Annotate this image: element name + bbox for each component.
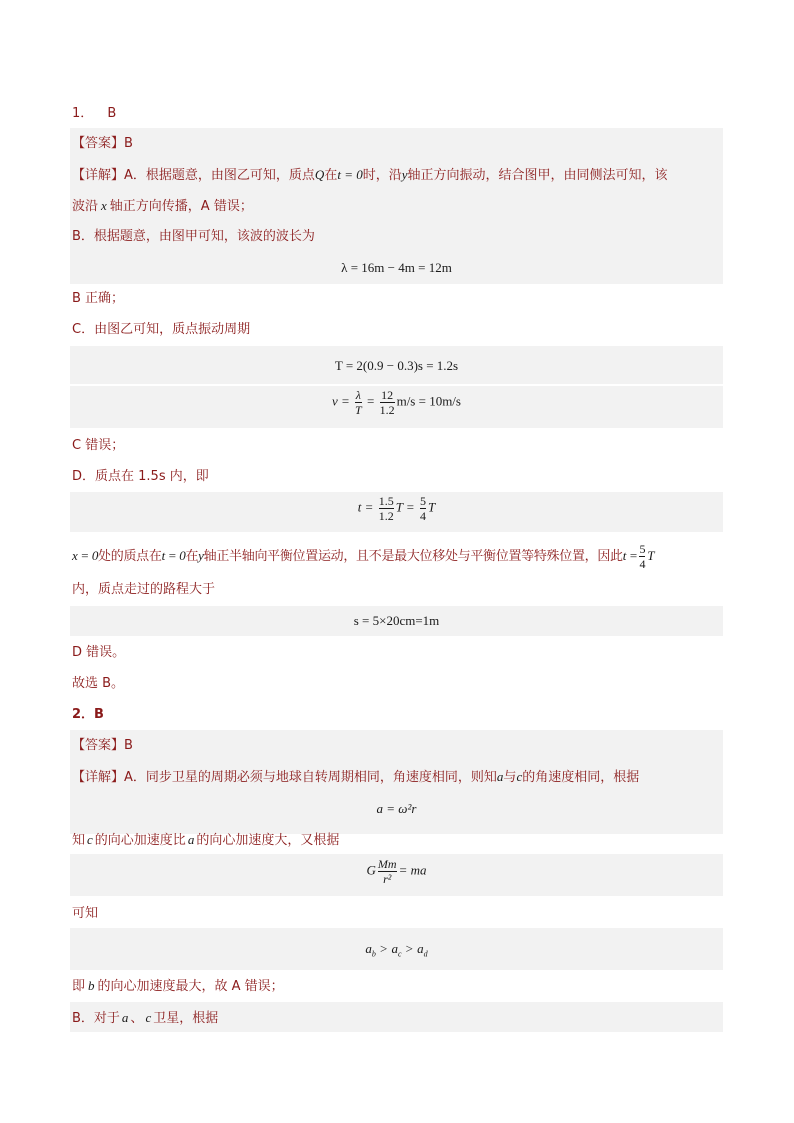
symbol-a: a (496, 769, 504, 784)
q1-c-result: C 错误； (72, 438, 125, 453)
q1-b-line: B．根据题意，由图甲可知，该波的波长为 (72, 229, 315, 244)
text: 与 (503, 770, 517, 785)
q2-result-line (72, 976, 284, 997)
q1-d-long-line (72, 542, 654, 571)
text: T (427, 499, 436, 515)
fraction (378, 857, 397, 886)
symbol-T: T (647, 548, 655, 563)
q1-c-formula1: T = 2(0.9 − 0.3)s = 1.2s (334, 358, 459, 373)
numerator: 5 (639, 542, 646, 556)
symbol-b: b (88, 978, 95, 993)
subscript-d: d (423, 949, 428, 959)
text: 、 (130, 1011, 144, 1026)
denominator: T (355, 403, 362, 417)
numerator: 1.5 (378, 494, 394, 508)
symbol-c: c (145, 1010, 152, 1025)
q1-number: 1． (72, 106, 94, 121)
q1-c-formula2 (70, 388, 723, 417)
text: 的向心加速度最大，故 A 错误； (97, 979, 284, 994)
q1-answer-head: B (107, 106, 117, 121)
q1-detail-a-line1 (72, 165, 668, 186)
q1-detail-a-line2 (72, 196, 253, 217)
q1-d-line: D．质点在 1.5s 内，即 (72, 469, 209, 484)
symbol-c: c (87, 832, 93, 847)
symbol-Q: Q (314, 167, 325, 182)
detail-tag: 【详解】 (72, 168, 125, 183)
symbol-t0: t = 0 (337, 167, 363, 182)
fraction (355, 388, 362, 417)
q2-know2: 可知 (72, 906, 99, 921)
q2-g-formula (70, 857, 723, 886)
numerator: 5 (419, 494, 426, 508)
q1-c-line: C．由图乙可知，质点振动周期 (72, 322, 251, 337)
numerator: λ (355, 388, 361, 402)
q1-answer-line: 【答案】B (72, 136, 133, 151)
text: = (366, 393, 375, 409)
text: A．同步卫星的周期必须与地球自转周期相同，角速度相同，则知 (124, 770, 497, 785)
q1-number-line (72, 104, 116, 124)
text: 的向心加速度大，又根据 (196, 833, 340, 848)
symbol-y: y (198, 548, 204, 563)
text: 轴正半轴向平衡位置运动，且不是最大位移处与平衡位置等特殊位置，因此 (203, 549, 623, 564)
text: 轴正方向传播，A 错误； (109, 199, 253, 214)
q2-b-line (72, 1008, 218, 1029)
symbol-x: x (101, 198, 107, 213)
symbol-y: y (401, 167, 408, 182)
text: v = (332, 393, 350, 409)
text: 即 (72, 979, 86, 994)
text: 的角速度相同，根据 (522, 770, 640, 785)
q2-know-line (72, 830, 339, 851)
text: T = (395, 499, 415, 515)
denominator: 4 (419, 509, 426, 523)
symbol-t0: t = 0 (161, 548, 186, 563)
q2-a-line1 (72, 767, 639, 788)
q1-d-formula (70, 494, 723, 523)
q2-a-formula: a = ω²r (376, 801, 417, 816)
q2-inequality (70, 939, 723, 965)
text: m/s = 10m/s (396, 393, 461, 409)
text: 轴正方向振动，结合图甲，由同侧法可知，该 (407, 168, 668, 183)
text: > (379, 941, 388, 956)
text: = ma (398, 862, 427, 878)
symbol-G: G (366, 862, 376, 878)
text: 在 (324, 168, 338, 183)
q2-number: 2．B (72, 707, 104, 722)
symbol-c: c (516, 769, 523, 784)
q1-b-formula: λ = 16m − 4m = 12m (341, 260, 452, 275)
fraction (379, 494, 394, 523)
symbol-t: t = (622, 548, 638, 563)
text: A．根据题意，由图乙可知，质点 (124, 168, 315, 183)
text: 波沿 (72, 199, 99, 214)
text: 卫星，根据 (153, 1011, 219, 1026)
text: 知 (72, 833, 86, 848)
text: B．对于 (72, 1011, 120, 1026)
denominator: 4 (639, 557, 646, 571)
text: 处的质点在 (98, 549, 162, 564)
symbol-x0: x = 0 (72, 548, 99, 563)
symbol-a: a (187, 832, 195, 847)
text: t = (357, 499, 374, 515)
text: 在 (185, 549, 199, 564)
denominator: 1.2 (379, 403, 395, 417)
subscript-b: b (371, 949, 376, 959)
fraction (420, 494, 426, 523)
denominator: 1.2 (378, 509, 394, 523)
q1-b-result: B 正确； (72, 291, 125, 306)
symbol-a: a (417, 941, 424, 956)
q2-answer-line: 【答案】B (72, 738, 133, 753)
numerator: Mm (377, 857, 397, 871)
q1-conclusion: 故选 B。 (72, 676, 125, 691)
q1-d-result: D 错误。 (72, 645, 126, 660)
q1-d-formula2: s = 5×20cm=1m (353, 613, 440, 628)
text: 时，沿 (362, 168, 402, 183)
q1-d-line3: 内，质点走过的路程大于 (72, 582, 216, 597)
detail-tag: 【详解】 (72, 770, 125, 785)
numerator: 12 (381, 388, 394, 402)
text: 的向心加速度比 (94, 833, 186, 848)
fraction (380, 388, 395, 417)
symbol-a: a (365, 941, 372, 956)
symbol-a: a (121, 1010, 129, 1025)
text: > (405, 941, 414, 956)
symbol-a: a (391, 941, 398, 956)
fraction (639, 542, 645, 571)
denominator: r² (378, 871, 397, 886)
subscript-c: c (397, 949, 402, 959)
